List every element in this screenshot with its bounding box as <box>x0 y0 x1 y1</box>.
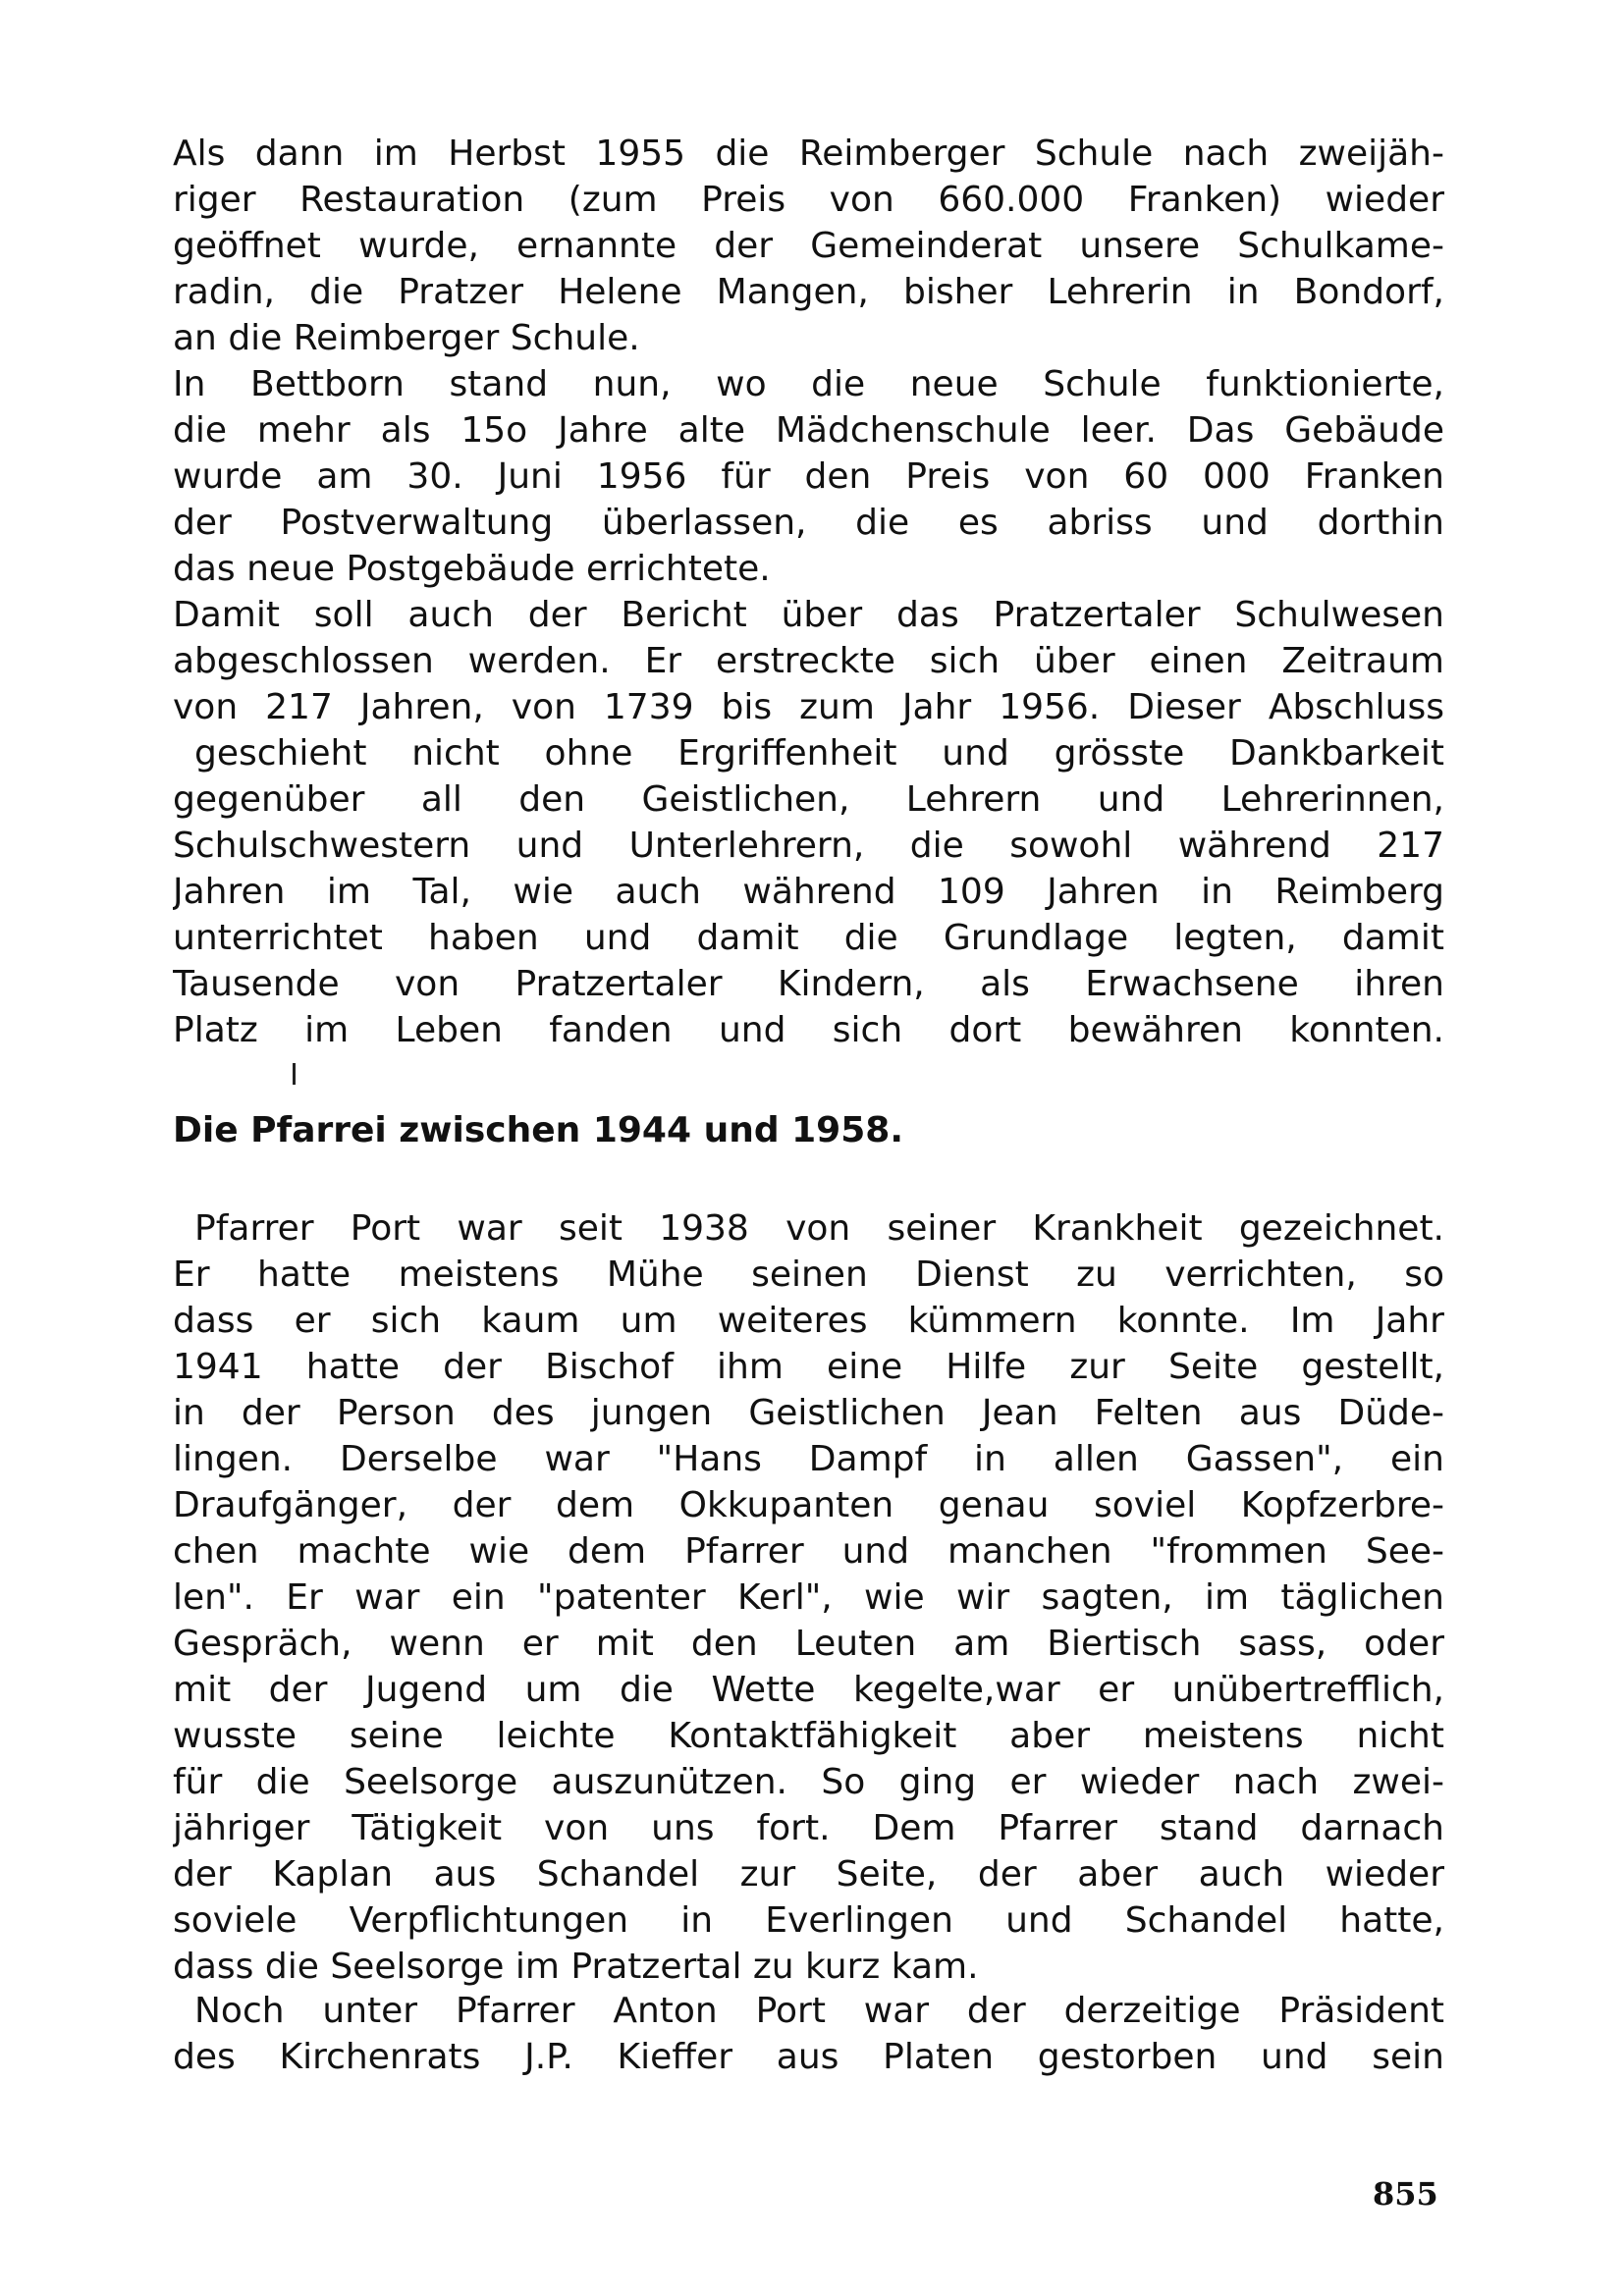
text-line: Jahren im Tal, wie auch während 109 Jahren in Reimberg <box>173 872 1444 912</box>
paragraph-girls-school <box>173 361 1444 592</box>
text-line: dass er sich kaum um weiteres kümmern konnte. Im Jahr <box>173 1301 1444 1341</box>
text-line: geschieht nicht ohne Ergriffenheit und grösste Dankbarkeit <box>194 733 1444 774</box>
text-line: Platz im Leben fanden und sich dort bewähren konnten. <box>173 1010 1444 1050</box>
text-line: In Bettborn stand nun, wo die neue Schule funktionierte, <box>173 364 1444 404</box>
text-line: lingen. Derselbe war "Hans Dampf in allen Gassen", ein <box>173 1439 1444 1479</box>
text-line: mit der Jugend um die Wette kegelte,war er unübertrefflich, <box>173 1670 1444 1710</box>
text-line: Pfarrer Port war seit 1938 von seiner Krankheit gezeichnet. <box>194 1208 1444 1249</box>
paragraph-parish <box>173 1205 1444 1990</box>
page-number: 855 <box>1373 2175 1438 2213</box>
text-line: radin, die Pratzer Helene Mangen, bisher Lehrerin in Bondorf, <box>173 272 1444 312</box>
section-heading: Die Pfarrei zwischen 1944 und 1958. <box>173 1110 903 1150</box>
text-line: geöffnet wurde, ernannte der Gemeinderat unsere Schulkame- <box>173 226 1444 266</box>
text-line: jähriger Tätigkeit von uns fort. Dem Pfarrer stand darnach <box>173 1808 1444 1848</box>
text-line: Damit soll auch der Bericht über das Pratzertaler Schulwesen <box>173 595 1444 635</box>
text-line: riger Restauration (zum Preis von 660.000 Franken) wieder <box>173 180 1444 220</box>
text-line: wusste seine leichte Kontaktfähigkeit aber meistens nicht <box>173 1716 1444 1756</box>
text-line: gegenüber all den Geistlichen, Lehrern und Lehrerinnen, <box>173 779 1444 820</box>
text-line: Schulschwestern und Unterlehrern, die sowohl während 217 <box>173 826 1444 866</box>
text-line: unterrichtet haben und damit die Grundlage legten, damit <box>173 918 1444 958</box>
text-line: Gespräch, wenn er mit den Leuten am Biertisch sass, oder <box>173 1624 1444 1664</box>
text-line: in der Person des jungen Geistlichen Jean Felten aus Düde- <box>173 1393 1444 1433</box>
text-line: das neue Postgebäude errichtete. <box>173 549 771 589</box>
text-line: der Postverwaltung überlassen, die es abriss und dorthin <box>173 503 1444 543</box>
text-line: an die Reimberger Schule. <box>173 318 640 358</box>
paragraph-school-reopening <box>173 131 1444 361</box>
stray-mark <box>293 1063 296 1085</box>
text-line: Tausende von Pratzertaler Kindern, als Erwachsene ihren <box>173 964 1444 1004</box>
text-line: dass die Seelsorge im Pratzertal zu kurz kam. <box>173 1947 979 1987</box>
text-line: len". Er war ein "patenter Kerl", wie wir sagten, im täglichen <box>173 1577 1444 1618</box>
paragraph-church-council <box>173 1988 1444 2080</box>
text-line: 1941 hatte der Bischof ihm eine Hilfe zur Seite gestellt, <box>173 1347 1444 1387</box>
text-line: Draufgänger, der dem Okkupanten genau soviel Kopfzerbre- <box>173 1485 1444 1525</box>
text-line: wurde am 30. Juni 1956 für den Preis von 60 000 Franken <box>173 456 1444 497</box>
text-line: Als dann im Herbst 1955 die Reimberger Schule nach zweijäh- <box>173 133 1444 174</box>
text-line: abgeschlossen werden. Er erstreckte sich über einen Zeitraum <box>173 641 1444 681</box>
text-line: für die Seelsorge auszunützen. So ging er wieder nach zwei- <box>173 1762 1444 1802</box>
text-line: von 217 Jahren, von 1739 bis zum Jahr 1956. Dieser Abschluss <box>173 687 1444 727</box>
paragraph-conclusion <box>173 592 1444 1053</box>
text-line: chen machte wie dem Pfarrer und manchen "frommen See- <box>173 1531 1444 1572</box>
text-line: der Kaplan aus Schandel zur Seite, der aber auch wieder <box>173 1854 1444 1895</box>
text-line: Noch unter Pfarrer Anton Port war der derzeitige Präsident <box>194 1991 1444 2031</box>
text-line: des Kirchenrats J.P. Kieffer aus Platen gestorben und sein <box>173 2037 1444 2077</box>
text-line: die mehr als 15o Jahre alte Mädchenschule leer. Das Gebäude <box>173 410 1444 451</box>
text-line: Er hatte meistens Mühe seinen Dienst zu verrichten, so <box>173 1255 1444 1295</box>
text-line: soviele Verpflichtungen in Everlingen und Schandel hatte, <box>173 1900 1444 1941</box>
